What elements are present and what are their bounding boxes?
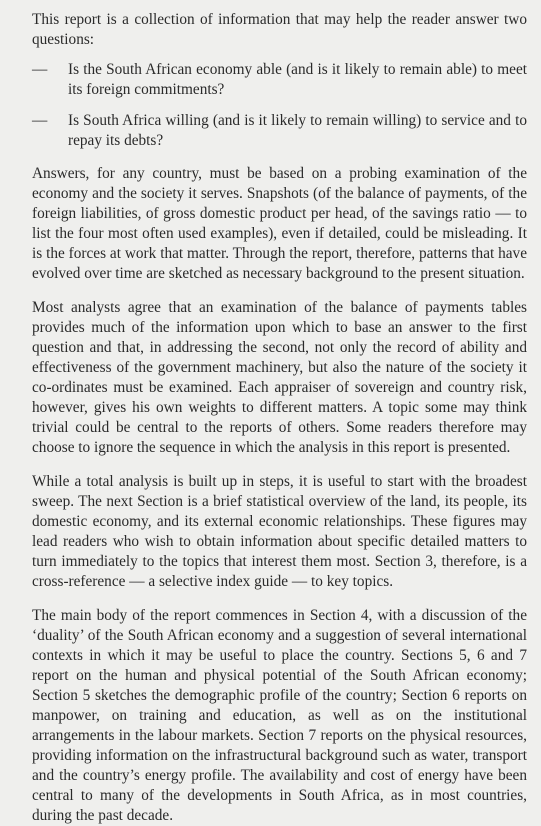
question-text: Is South Africa willing (and is it likely to remain willing) to service and to repay its debts? (68, 112, 527, 149)
body-paragraph-answers: Answers, for any country, must be based on a probing examination of the economy and the society it serves. Snapshots (of the balance of payments, of the foreign liabilities, of gross domestic product per head, of the savings ratio — to list the four most often used examples), even if detailed, could be misleading. It is the forces at work that matter. Through the report, therefore, patterns that have evolved over time are sketched as necessary background to the present situation. (32, 165, 527, 282)
intro-paragraph: This report is a collection of information that may help the reader answer two questions: (32, 11, 527, 48)
question-item-2 (32, 111, 527, 151)
body-paragraph-main-body: The main body of the report commences in Section 4, with a discussion of the ‘duality’ of the South African economy and a suggestion of several international contexts in which it may be useful to place the country. Sections 5, 6 and 7 report on the human and physical potential of the South African economy; Section 5 sketches the demographic profile of the country; Section 6 reports on manpower, on training and education, as well as on the institutional arrangements in the labour markets. Section 7 reports on the physical resources, providing information on the infrastructural background such as water, transport and the country’s energy profile. The availability and cost of energy have been central to many of the developments in South Africa, as in most countries, during the past decade. (32, 607, 527, 824)
question-dash: — (32, 61, 48, 78)
question-text: Is the South African economy able (and is it likely to remain able) to meet its foreign commitments? (68, 61, 527, 98)
question-dash: — (32, 112, 48, 129)
body-paragraph-analysts: Most analysts agree that an examination of the balance of payments tables provides much of the information upon which to base an answer to the first question and that, in addressing the second, not only the record of ability and effectiveness of the government machinery, but also the nature of the society it co-ordinates must be examined. Each appraiser of sovereign and country risk, however, gives his own weights to different matters. A topic some may think trivial could be central to the reports of others. Some readers therefore may choose to ignore the sequence in which the analysis in this report is presented. (32, 299, 527, 456)
body-paragraph-total-analysis: While a total analysis is built up in steps, it is useful to start with the broadest sweep. The next Section is a brief statistical overview of the land, its people, its domestic economy, and its external economic relationships. These figures may lead readers who wish to obtain information about specific detailed matters to turn immediately to the topics that interest them most. Section 3, therefore, is a cross-reference — a selective index guide — to key topics. (32, 473, 527, 590)
question-item-1 (32, 60, 527, 100)
